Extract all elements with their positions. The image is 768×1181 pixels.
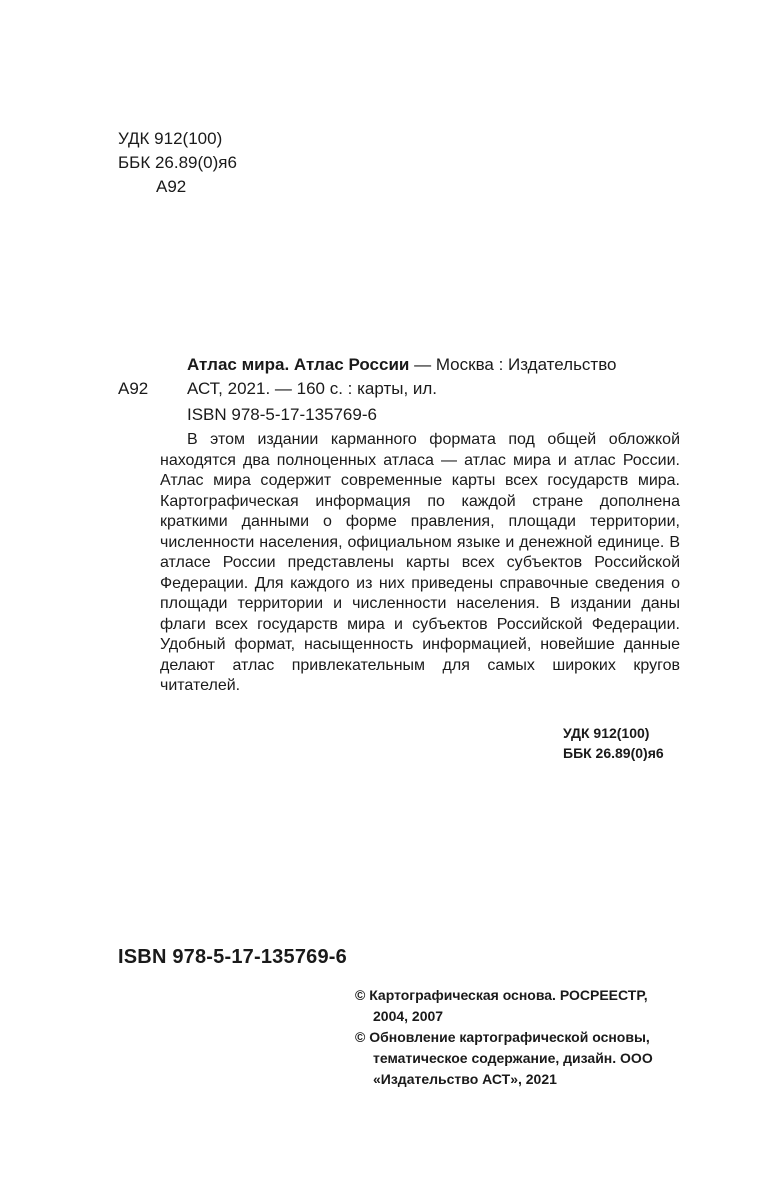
author-mark-side: А92 [118,379,149,398]
copyright-entry: © Картографическая основа. РОСРЕЕСТР, 2004, 2007 [355,987,648,1024]
classification-codes-top [118,127,237,199]
title-line [187,353,617,377]
bbk-code: ББК 26.89(0)я6 [118,153,237,172]
bbk-code-bottom: ББК 26.89(0)я6 [563,745,664,761]
annotation-text: В этом издании карманного формата под общей обложкой находятся два полноценных атласа — атлас мира и атлас России. Атлас мира содержит современные карты всех государств мира. Картографическая информация по каждой стране дополнена краткими данными о форме правления, площади территории, численности населения, официальном языке и денежной единице. В атласе России представлены карты всех субъектов Российской Федерации. Для каждого из них приведены справочные сведения о площади территории и численности населения. В издании даны флаги всех государств мира и субъектов Российской Федерации. Удобный формат, насыщенность информацией, новейшие данные делают атлас привлекательным для самых широких кругов читателей. [160,431,680,694]
copyright-entry: © Обновление картографической основы, тематическое содержание, дизайн. ООО «Издательство АСТ», 2021 [355,1029,653,1087]
udk-code-bottom: УДК 912(100) [563,725,650,741]
copyright-block [355,985,685,1090]
bibliographic-record [187,353,617,401]
classification-codes-bottom [563,723,664,763]
isbn-bibliographic: ISBN 978-5-17-135769-6 [187,405,377,424]
udk-code: УДК 912(100) [118,129,223,148]
book-title: Атлас мира. Атлас России [187,355,410,374]
publisher-line-2: АСТ, 2021. — 160 с. : карты, ил. [187,379,438,398]
publisher-line-1: — Москва : Издательство [409,355,617,374]
isbn-large: ISBN 978-5-17-135769-6 [118,946,347,968]
author-mark: А92 [156,177,187,196]
